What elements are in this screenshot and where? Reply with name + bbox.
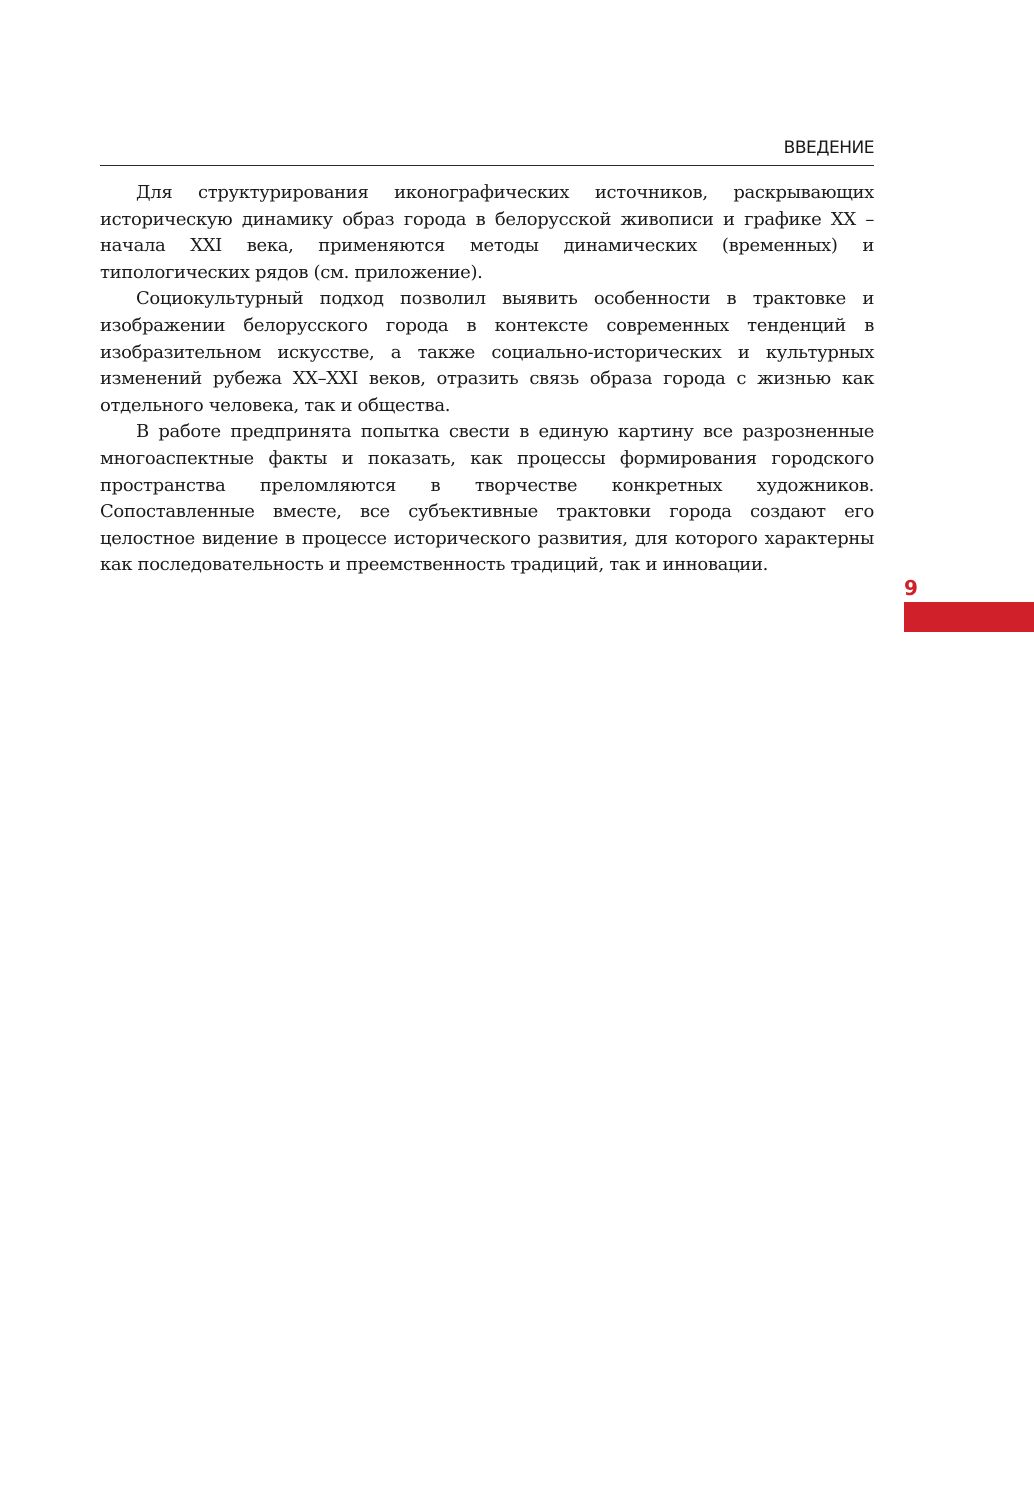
page-number: 9: [904, 576, 918, 600]
paragraph-1: Для структурирования иконографических источников, раскрывающих историческую динамику образ города в белорусской живописи и графике XX – начала XXI века, применяются методы динамических (временных) и типологических рядов (см. приложение).: [100, 182, 874, 283]
running-head-title: ВВЕДЕНИЕ: [783, 138, 874, 158]
paragraph-3: В работе предпринята попытка свести в единую картину все разрозненные многоаспектные факты и показать, как процессы формирования городского пространства преломляются в творчестве конкретных художников. Сопоставленные вместе, все субъективные трактовки города создают его целостное видение в процессе исторического развития, для которого характерны как последовательность и преемственность традиций, так и инновации.: [100, 421, 874, 576]
paragraph-2: Социокультурный подход позволил выявить особенности в трактовке и изображении белорусского города в контексте современных тенденций в изобразительном искусстве, а также социально-исторических и культурных изменений рубежа XX–XXI веков, отразить связь образа города с жизнью как отдельного человека, так и общества.: [100, 288, 874, 416]
page-edge-tab: [904, 602, 1034, 632]
header-rule: [100, 165, 874, 166]
body-text: [100, 180, 874, 579]
